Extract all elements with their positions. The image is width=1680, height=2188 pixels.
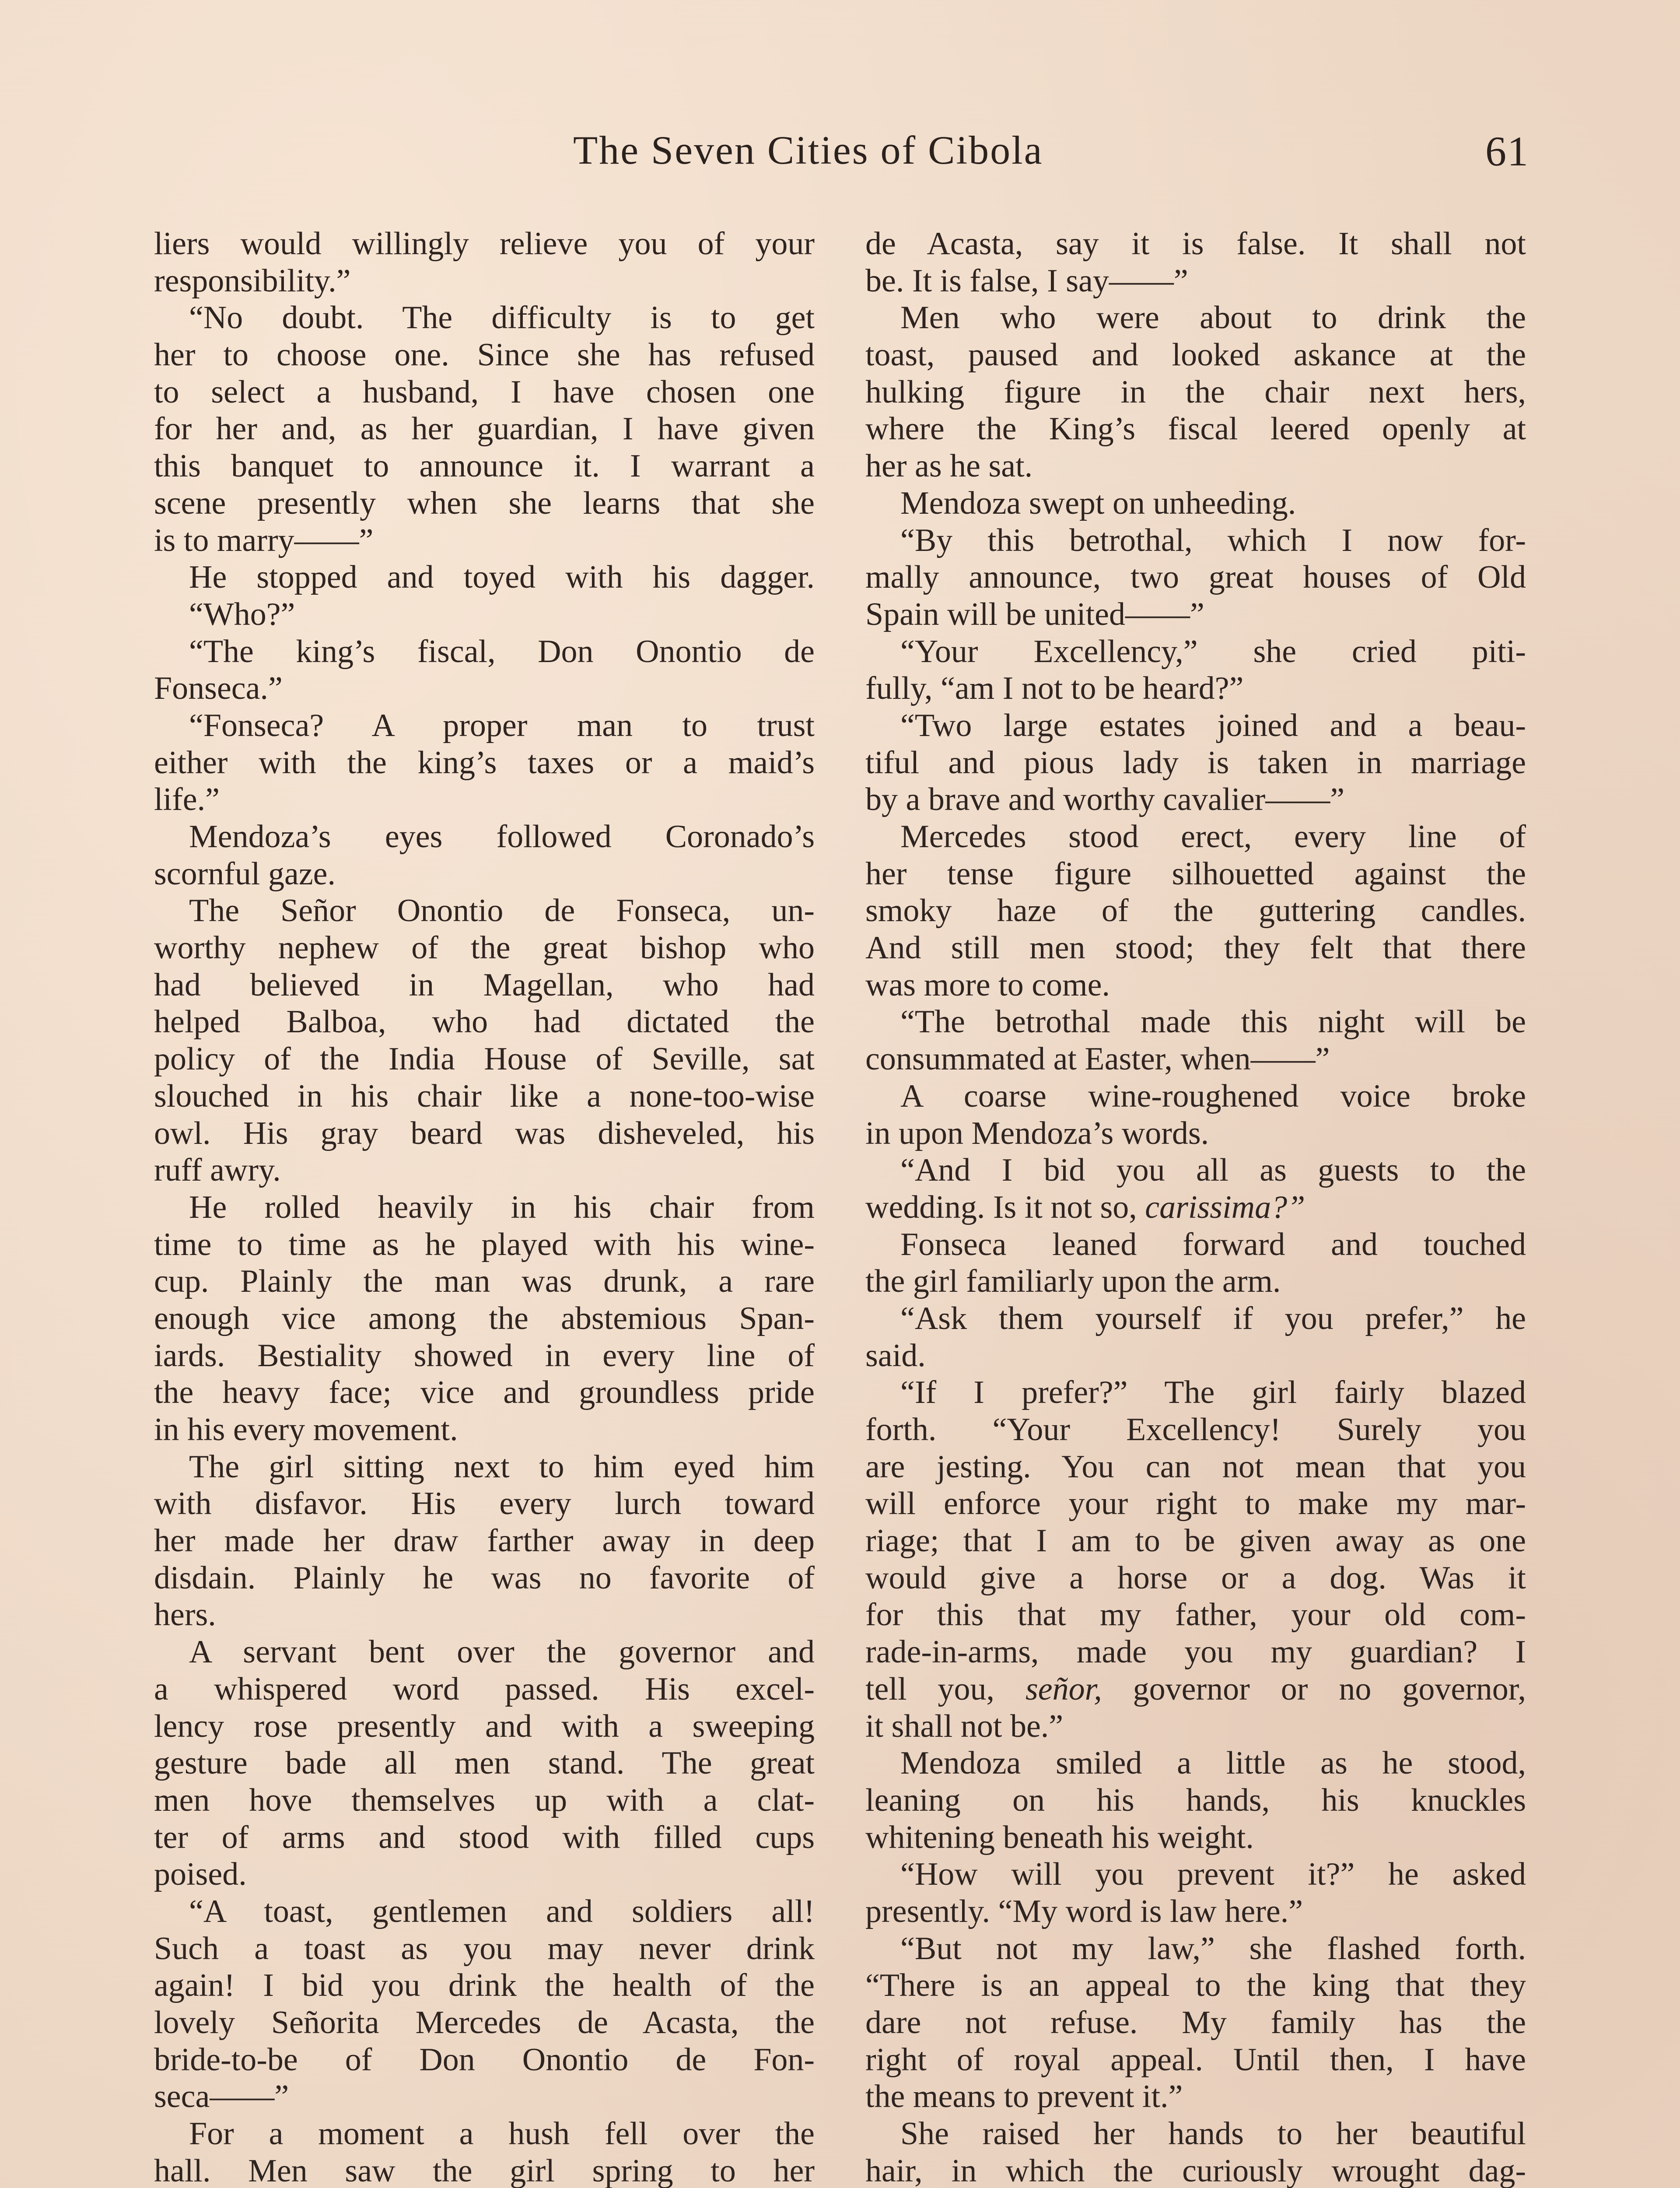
text-line: “No doubt. The difficulty is to get <box>189 300 815 336</box>
text-line: her tense figure silhouetted against the <box>865 856 1526 892</box>
text-line: “How will you prevent it?” he asked <box>900 1856 1526 1893</box>
text-line: “If I prefer?” The girl fairly blazed <box>900 1375 1526 1411</box>
text-line: rade-in-arms, made you my guardian? I <box>865 1634 1526 1670</box>
text-line: this banquet to announce it. I warrant a <box>154 448 815 484</box>
text-line: by a brave and worthy cavalier——” <box>865 782 1345 818</box>
text-line: disdain. Plainly he was no favorite of <box>154 1560 815 1596</box>
text-line: to select a husband, I have chosen one <box>154 374 815 410</box>
text-line: a whispered word passed. His excel- <box>154 1671 815 1707</box>
text-line: leaning on his hands, his knuckles <box>865 1782 1526 1818</box>
text-line: “Fonseca? A proper man to trust <box>189 707 815 743</box>
text-line: with disfavor. His every lurch toward <box>154 1486 815 1522</box>
text-line: the girl familiarly upon the arm. <box>865 1263 1281 1300</box>
text-line: be. It is false, I say——” <box>865 263 1188 299</box>
right-text-column <box>865 225 1526 2188</box>
text-line: Such a toast as you may never drink <box>154 1930 815 1967</box>
text-line: A servant bent over the governor and <box>189 1634 815 1670</box>
text-line: bride-to-be of Don Onontio de Fon- <box>154 2041 815 2078</box>
running-title: The Seven Cities of Cibola <box>573 128 1043 172</box>
text-line: scene presently when she learns that she <box>154 485 815 521</box>
text-line: time to time as he played with his wine- <box>154 1226 815 1262</box>
text-line: Spain will be united——” <box>865 596 1204 632</box>
text-line: “The king’s fiscal, Don Onontio de <box>189 633 815 670</box>
text-line: iards. Bestiality showed in every line of <box>154 1337 815 1374</box>
text-line: in his every movement. <box>154 1412 458 1448</box>
text-line: poised. <box>154 1856 247 1893</box>
text-line: whitening beneath his weight. <box>865 1819 1254 1855</box>
text-line: Fonseca leaned forward and touched <box>900 1226 1526 1262</box>
text-line: dare not refuse. My family has the <box>865 2005 1526 2041</box>
text-line: He rolled heavily in his chair from <box>189 1189 815 1225</box>
text-line: ruff awry. <box>154 1152 281 1189</box>
text-line: “A toast, gentlemen and soldiers all! <box>189 1893 815 1929</box>
page-number: 61 <box>1485 128 1529 175</box>
text-line: The girl sitting next to him eyed him <box>189 1448 815 1485</box>
text-line: toast, paused and looked askance at the <box>865 337 1526 373</box>
text-line: worthy nephew of the great bishop who <box>154 930 815 966</box>
text-line: wedding. Is it not so, carissima?” <box>865 1189 1306 1225</box>
text-line: lency rose presently and with a sweeping <box>154 1708 815 1744</box>
text-line: slouched in his chair like a none-too-wise <box>154 1078 815 1114</box>
text-line: are jesting. You can not mean that you <box>865 1448 1526 1485</box>
text-line: had believed in Magellan, who had <box>154 967 815 1003</box>
text-line: “Ask them yourself if you prefer,” he <box>900 1300 1526 1336</box>
text-line: responsibility.” <box>154 263 351 299</box>
text-line: seca——” <box>154 2079 289 2115</box>
text-line: cup. Plainly the man was drunk, a rare <box>154 1263 815 1300</box>
text-line: ter of arms and stood with filled cups <box>154 1819 815 1855</box>
text-line: her made her draw farther away in deep <box>154 1523 815 1559</box>
text-line: A coarse wine-roughened voice broke <box>900 1078 1526 1114</box>
text-line: hulking figure in the chair next hers, <box>865 374 1526 410</box>
text-line: “There is an appeal to the king that they <box>865 1967 1526 2004</box>
text-line: tell you, señor, governor or no governor, <box>865 1671 1526 1707</box>
text-line: “But not my law,” she flashed forth. <box>900 1930 1526 1967</box>
text-line: consummated at Easter, when——” <box>865 1041 1330 1077</box>
text-line: riage; that I am to be given away as one <box>865 1523 1526 1559</box>
text-line: The Señor Onontio de Fonseca, un- <box>189 893 815 929</box>
text-line: hers. <box>154 1597 216 1633</box>
text-line: For a moment a hush fell over the <box>189 2116 815 2152</box>
text-line: Men who were about to drink the <box>900 300 1526 336</box>
text-line: the means to prevent it.” <box>865 2079 1183 2115</box>
text-line: “Who?” <box>189 596 295 632</box>
text-line: either with the king’s taxes or a maid’s <box>154 744 815 781</box>
text-line: mally announce, two great houses of Old <box>865 559 1526 596</box>
text-line: life.” <box>154 782 220 818</box>
running-head <box>0 127 1680 188</box>
text-line: “And I bid you all as guests to the <box>900 1152 1526 1189</box>
text-line: scornful gaze. <box>154 856 336 892</box>
text-line: She raised her hands to her beautiful <box>900 2116 1526 2152</box>
text-line: Mercedes stood erect, every line of <box>900 819 1526 855</box>
text-line: policy of the India House of Seville, sat <box>154 1041 815 1077</box>
text-line: was more to come. <box>865 967 1110 1003</box>
text-line: lovely Señorita Mercedes de Acasta, the <box>154 2005 815 2041</box>
text-line: tiful and pious lady is taken in marriage <box>865 744 1526 781</box>
text-line: men hove themselves up with a clat- <box>154 1782 815 1818</box>
text-line: where the King’s fiscal leered openly at <box>865 411 1526 447</box>
text-line: Mendoza smiled a little as he stood, <box>900 1745 1526 1781</box>
text-line: owl. His gray beard was disheveled, his <box>154 1115 815 1151</box>
text-line: the heavy face; vice and groundless pride <box>154 1375 815 1411</box>
text-line: said. <box>865 1337 926 1374</box>
text-line: And still men stood; they felt that there <box>865 930 1526 966</box>
text-line: de Acasta, say it is false. It shall not <box>865 226 1526 262</box>
text-line: right of royal appeal. Until then, I have <box>865 2041 1526 2078</box>
text-line: would give a horse or a dog. Was it <box>865 1560 1526 1596</box>
text-line: smoky haze of the guttering candles. <box>865 893 1526 929</box>
text-line: for her and, as her guardian, I have given <box>154 411 815 447</box>
text-line: “Your Excellency,” she cried piti- <box>900 633 1526 670</box>
text-line: in upon Mendoza’s words. <box>865 1115 1209 1151</box>
text-line: Mendoza swept on unheeding. <box>900 485 1296 521</box>
text-line: “The betrothal made this night will be <box>900 1004 1526 1040</box>
text-line: her as he sat. <box>865 448 1033 484</box>
text-line: forth. “Your Excellency! Surely you <box>865 1412 1526 1448</box>
text-line: enough vice among the abstemious Span- <box>154 1300 815 1336</box>
text-line: helped Balboa, who had dictated the <box>154 1004 815 1040</box>
text-line: liers would willingly relieve you of your <box>154 226 815 262</box>
left-text-column <box>154 225 815 2188</box>
text-line: is to marry——” <box>154 522 374 558</box>
text-line: for this that my father, your old com- <box>865 1597 1526 1633</box>
text-line: Mendoza’s eyes followed Coronado’s <box>189 819 815 855</box>
text-line: again! I bid you drink the health of the <box>154 1967 815 2004</box>
text-line: fully, “am I not to be heard?” <box>865 670 1244 707</box>
text-line: presently. “My word is law here.” <box>865 1893 1303 1929</box>
text-line: it shall not be.” <box>865 1708 1064 1744</box>
text-line: hall. Men saw the girl spring to her <box>154 2153 815 2188</box>
text-line: hair, in which the curiously wrought dag- <box>865 2153 1526 2188</box>
text-line: will enforce your right to make my mar- <box>865 1486 1526 1522</box>
text-line: Fonseca.” <box>154 670 283 707</box>
text-line: He stopped and toyed with his dagger. <box>189 559 815 596</box>
text-line: “By this betrothal, which I now for- <box>900 522 1526 558</box>
text-line: “Two large estates joined and a beau- <box>900 707 1526 743</box>
text-line: her to choose one. Since she has refused <box>154 337 815 373</box>
text-line: gesture bade all men stand. The great <box>154 1745 815 1781</box>
